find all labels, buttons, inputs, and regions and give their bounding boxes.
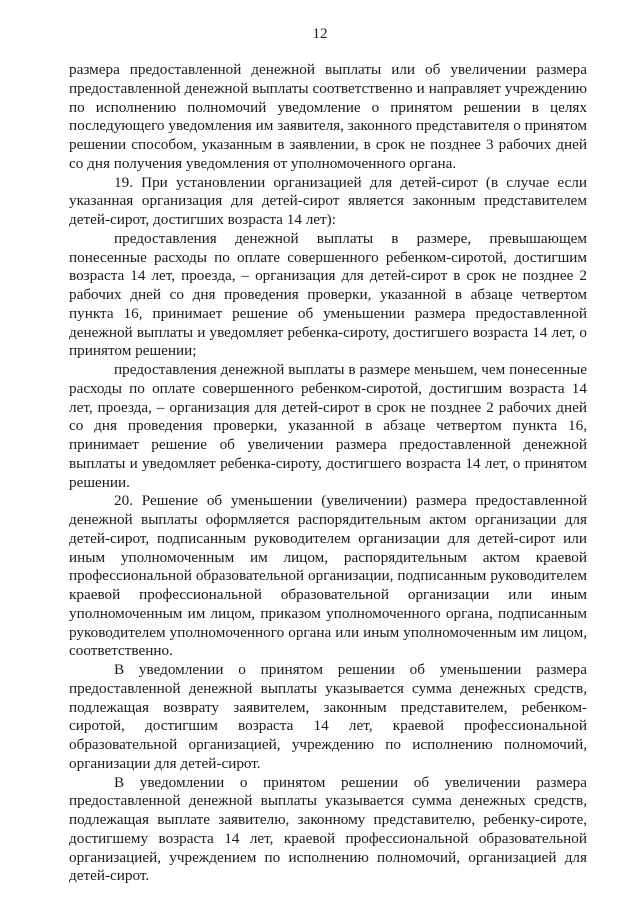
paragraph-increase-notice: В уведомлении о принятом решении об увеличении размера предоставленной денежной выплаты указывается сумма денежных средств, подлежащая выплате заявителю, законному представителю, ребенку-сироте, достигшему возраста 14 лет, краевой профессиональной образовательной организацией, учреждением по исполнению полномочий, организацией для детей-сирот.	[69, 773, 587, 885]
page-number: 12	[312, 26, 328, 42]
paragraph-underpayment: предоставления денежной выплаты в размере меньшем, чем понесенные расходы по оплате совершенного ребенком-сиротой, достигшим возраста 14 лет, проезда, – организация для детей-сирот в срок не позднее 2 рабочих дней со дня проведения проверки, указанной в абзаце четвертом пункта 16, принимает решение об увеличении размера предоставленной денежной выплаты и уведомляет ребенка-сироту, достигшего возраста 14 лет, о принятом решении.	[69, 361, 587, 491]
paragraph-continuation: размера предоставленной денежной выплаты или об увеличении размера предоставленной денежной выплаты соответственно и направляет учреждению по исполнению полномочий уведомление о принятом решении в целях последующего уведомления им заявителя, законного представителя о принятом решении способом, указанным в заявлении, в срок не позднее 3 рабочих дней со дня получения уведомления от уполномоченного органа.	[69, 61, 587, 172]
paragraph-decrease-notice: В уведомлении о принятом решении об уменьшении размера предоставленной денежной выплаты указывается сумма денежных средств, подлежащая возврату заявителем, законным представителем, ребенком-сиротой, достигшим возраста 14 лет, краевой профессиональной образовательной организацией, учреждению по исполнению полномочий, организации для детей-сирот.	[69, 661, 587, 772]
document-body	[69, 61, 587, 886]
paragraph-clause-20: 20. Решение об уменьшении (увеличении) размера предоставленной денежной выплаты оформляется распорядительным актом организации для детей-сирот, подписанным руководителем организации для детей-сирот или иным уполномоченным им лицом, распорядительным актом краевой профессиональной образовательной организации, подписанным руководителем краевой профессиональной образовательной организации или иным уполномоченным им лицом, приказом уполномоченного органа, подписанным руководителем уполномоченного органа или иным уполномоченным им лицом, соответственно.	[69, 492, 587, 660]
paragraph-clause-19: 19. При установлении организацией для детей-сирот (в случае если указанная организация для детей-сирот является законным представителем детей-сирот, достигших возраста 14 лет):	[69, 173, 587, 228]
paragraph-overpayment: предоставления денежной выплаты в размере, превышающем понесенные расходы по оплате совершенного ребенком-сиротой, достигшим возраста 14 лет, проезда, – организация для детей-сирот в срок не позднее 2 рабочих дней со дня проведения проверки, указанной в абзаце четвертом пункта 16, принимает решение об уменьшении размера предоставленной денежной выплаты и уведомляет ребенка-сироту, достигшего возраста 14 лет, о принятом решении;	[69, 229, 587, 360]
